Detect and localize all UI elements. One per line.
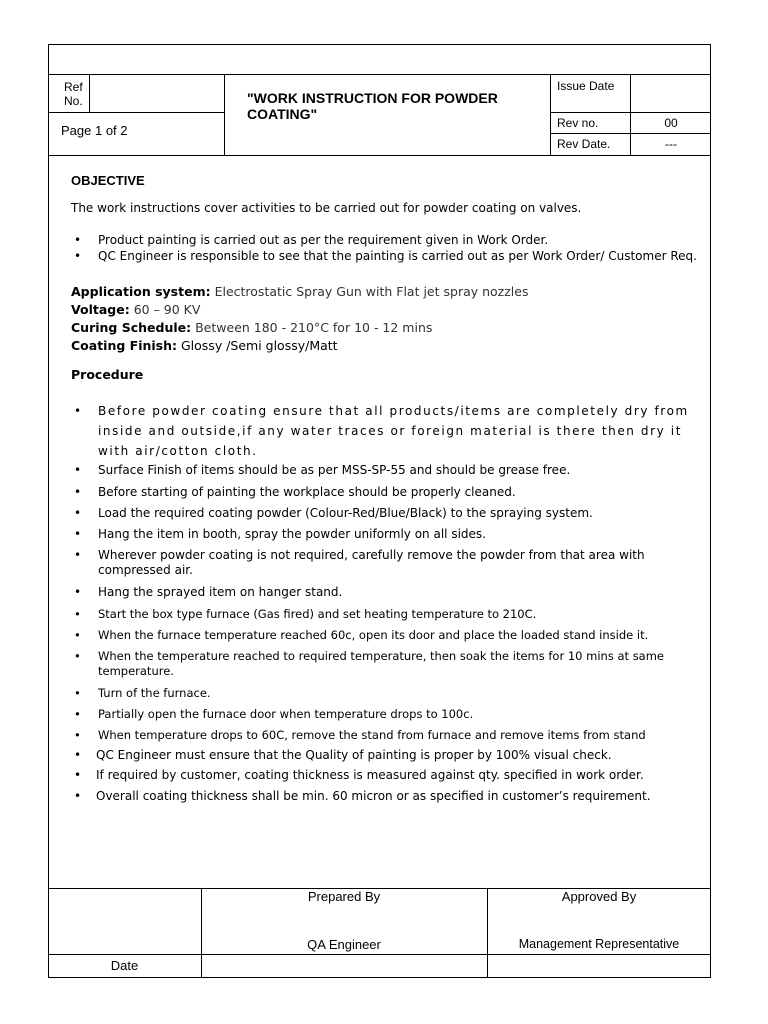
header-bottom-line: [48, 155, 711, 156]
bullet-icon: •: [74, 404, 82, 418]
rev-date-value: ---: [665, 137, 677, 151]
bullet-icon: •: [74, 768, 82, 782]
spec-coating-finish: Coating Finish: Glossy /Semi glossy/Matt: [71, 338, 338, 353]
ref-label-divider: [89, 74, 90, 112]
bullet-icon: •: [74, 463, 82, 477]
objective-bullet: • QC Engineer is responsible to see that the painting is carried out as per Work Order/ Customer Req.: [74, 249, 697, 263]
procedure-step: • Hang the sprayed item on hanger stand.: [74, 585, 343, 599]
issue-date-label: Issue Date: [557, 79, 615, 93]
procedure-step: • Load the required coating powder (Colour-Red/Blue/Black) to the spraying system.: [74, 506, 593, 520]
ref-label: [64, 80, 83, 108]
approved-by-value: Management Representative: [518, 937, 680, 951]
page-number: Page 1 of 2: [61, 123, 128, 138]
objective-bullet: • Product painting is carried out as per the requirement given in Work Order.: [74, 233, 549, 247]
bullet-icon: •: [74, 585, 82, 599]
procedure-step: • Surface Finish of items should be as per MSS-SP-55 and should be grease free.: [74, 463, 571, 477]
header-top-line: [48, 74, 711, 75]
procedure-step: • Partially open the furnace door when temperature drops to 100c.: [74, 707, 474, 721]
procedure-step: • Start the box type furnace (Gas fired) and set heating temperature to 210C.: [74, 607, 537, 621]
procedure-step: • Before starting of painting the workplace should be properly cleaned.: [74, 485, 516, 499]
procedure-step: • Wherever powder coating is not required, carefully remove the powder from that area with compressed air.: [74, 548, 645, 577]
prepared-by-value: QA Engineer: [307, 937, 381, 952]
spec-curing-schedule: Curing Schedule: Between 180 - 210°C for 10 - 12 mins: [71, 320, 433, 335]
spec-voltage: Voltage: 60 – 90 KV: [71, 302, 201, 317]
title-right-divider: [550, 74, 551, 155]
procedure-step: • When the temperature reached to required temperature, then soak the items for 10 mins at same temperature.: [74, 649, 665, 678]
date-label: Date: [110, 958, 139, 973]
ref-page-divider: [48, 112, 224, 113]
bullet-icon: •: [74, 548, 82, 562]
approved-by-label: Approved By: [561, 889, 637, 904]
document-title: "WORK INSTRUCTION FOR POWDER COATING": [247, 90, 498, 122]
procedure-step: • When the furnace temperature reached 60c, open its door and place the loaded stand inside it.: [74, 628, 649, 642]
bullet-icon: •: [74, 649, 81, 663]
bullet-icon: •: [74, 233, 82, 247]
bullet-icon: •: [74, 527, 82, 541]
rev-date-label: Rev Date.: [557, 137, 611, 151]
procedure-step: • Turn of the furnace.: [74, 686, 211, 700]
objective-heading: OBJECTIVE: [71, 173, 145, 188]
footer-date-line: [48, 954, 711, 955]
procedure-step: • QC Engineer must ensure that the Quality of painting is proper by 100% visual check.: [74, 748, 612, 762]
procedure-step: • When temperature drops to 60C, remove the stand from furnace and remove items from stand: [74, 728, 646, 742]
ref-label-line-2: No.: [64, 94, 83, 108]
rev-no-label: Rev no.: [557, 116, 599, 130]
procedure-step: • Before powder coating ensure that all products/items are completely dry from inside and outside,if any water traces or foreign material is there then dry it with air/cotton cloth.: [70, 401, 700, 461]
bullet-icon: •: [74, 686, 81, 700]
bullet-icon: •: [74, 789, 82, 803]
rev-no-value: 00: [664, 116, 678, 130]
bullet-icon: •: [74, 707, 81, 721]
issue-date-divider: [550, 112, 711, 113]
objective-text: The work instructions cover activities to be carried out for powder coating on valves.: [71, 201, 582, 215]
bullet-icon: •: [74, 748, 82, 762]
rev-no-divider: [550, 133, 711, 134]
bullet-icon: •: [74, 485, 82, 499]
procedure-heading: Procedure: [71, 367, 144, 382]
procedure-step: • Overall coating thickness shall be min. 60 micron or as specified in customer’s requirement.: [74, 789, 651, 803]
procedure-step: • Hang the item in booth, spray the powder uniformly on all sides.: [74, 527, 486, 541]
ref-label-line-1: Ref: [64, 80, 83, 94]
bullet-icon: •: [74, 506, 82, 520]
prepared-by-label: Prepared By: [307, 889, 381, 904]
bullet-icon: •: [74, 628, 81, 642]
bullet-icon: •: [74, 249, 82, 263]
bullet-icon: •: [74, 607, 81, 621]
procedure-step: • If required by customer, coating thickness is measured against qty. specified in work order.: [74, 768, 644, 782]
bullet-icon: •: [74, 728, 81, 742]
title-left-divider: [224, 74, 225, 155]
spec-application-system: Application system: Electrostatic Spray Gun with Flat jet spray nozzles: [71, 284, 529, 299]
